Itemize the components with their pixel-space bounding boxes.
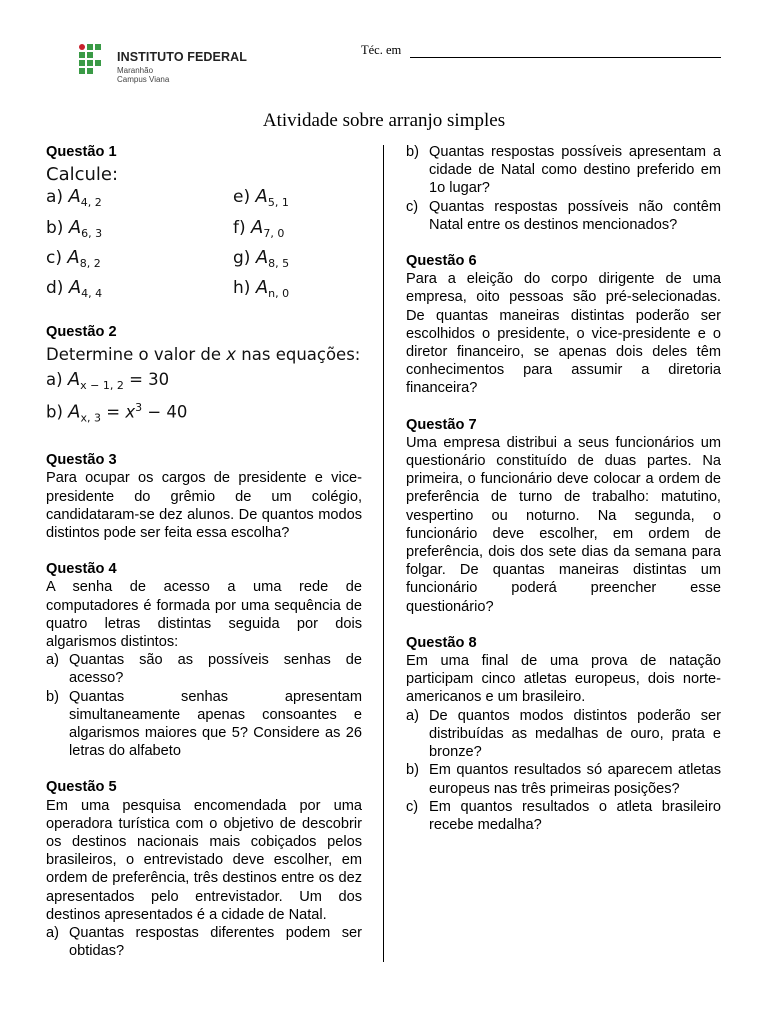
q1-item: c) $A_{8, 2}$ [46,246,101,270]
q1-item: f) $A_{7, 0}$ [233,216,285,240]
q6-heading: Questão 6 [406,253,477,270]
q1-heading: Questão 1 [46,144,117,160]
logo-mark-icon [78,43,110,75]
left-column [46,143,362,960]
q4-item-b: b) Quantas senhas apresentam simultaneamente apenas consoantes e algarismos maiores que 5? Considere as 26 letras do alfabeto [46,688,362,760]
right-column [406,143,721,834]
q7-heading: Questão 7 [406,416,477,433]
q3-heading: Questão 3 [46,452,117,469]
q4-item-a: a) Quantas são as possíveis senhas de acesso? [46,652,362,687]
q5-item-c: c) Quantas respostas possíveis não contêm Natal entre os destinos mencionados? [406,198,721,233]
q1-item: b) $A_{6, 3}$ [46,216,103,240]
q1-item: a) $A_{4, 2}$ [46,186,102,210]
q4-heading: Questão 4 [46,561,117,578]
q2-equation-a: a) $A_{x - 1, 2} = 30$ [46,368,170,392]
q8-heading: Questão 8 [406,634,477,651]
q8-item-b: b) Em quantos resultados só aparecem atletas europeus nas três primeiras posições? [406,762,721,797]
q5-item-b: b) Quantas respostas possíveis apresentam a cidade de Natal como destino preferido em 1o lugar? [406,144,721,197]
q3-text: Para ocupar os cargos de presidente e vice-presidente do grêmio de um colégio, candidataram-se dez alunos. De quantos modos distintos pode ser feita essa escolha? [46,470,362,541]
q1-item: e) $A_{5, 1}$ [233,186,289,210]
q2-prompt: Determine o valor de x nas equações: [46,345,361,365]
q2-equations [46,369,362,430]
q1-item: g) $A_{8, 5}$ [233,246,290,270]
institution-name: INSTITUTO FEDERAL [117,50,247,64]
q5-text: Em uma pesquisa encomendada por uma operadora turística com o objetivo de descobrir os destinos nacionais mais cobiçados pelos brasileiros, o entrevistado deve escolher, em ordem de preferência, três destinos entre os dez apresentados pelo entrevistador. Um dos destinos apresentados é a cidade de Natal. [46,797,362,923]
tec-fill-line [410,57,721,58]
q7-text: Uma empresa distribui a seus funcionários um questionário constituído de duas partes. Na primeira, o funcionário deve colocar a ordem de preferência de turno de trabalho: matutino, vespertino ou noturno. Na segunda, o funcionário deve escolher, em ordem de preferência, dois dos sete dias da semana para folgar. De quantas maneiras distintas um funcionário poderá preencher esse questionário? [406,434,721,615]
q8-text: Em uma final de uma prova de natação participam cinco atletas europeus, dois norte-americanos e um brasileiro. [406,653,721,706]
q4-text: A senha de acesso a uma rede de computadores é formada por uma sequência de quatro letras distintas seguida por dois algarismos distintos: [46,579,362,650]
q8-item-c: c) Em quantos resultados o atleta brasileiro recebe medalha? [406,798,721,833]
institution-logo [78,43,258,85]
q5-heading: Questão 5 [46,779,117,796]
q6-text: Para a eleição do corpo dirigente de uma empresa, oito pessoas são pré-selecionadas. De quantas maneiras distintas poderão ser escolhidos o presidente, o vice-presidente e o diretor financeiro, se apenas dois deles têm conhecimentos para assumir a diretoria financeira? [406,271,721,397]
q5-item-a: a) Quantas respostas diferentes podem ser obtidas? [46,925,362,960]
q1-items [46,188,362,303]
q2-heading: Questão 2 [46,324,117,341]
institution-state: Maranhão [117,66,154,75]
q1-item: h) $A_{n, 0}$ [233,277,290,301]
institution-campus: Campus Viana [117,75,170,84]
q8-item-a: a) De quantos modos distintos poderão ser distribuídas as medalhas de ouro, prata e bronze? [406,707,721,761]
q1-item: d) $A_{4, 4}$ [46,277,103,301]
tec-label: Téc. em [361,43,402,57]
q1-prompt: Calcule: [46,164,119,186]
page-title: Atividade sobre arranjo simples [262,110,506,131]
column-divider [383,145,384,962]
q2-equation-b: b) $A_{x, 3} = x^3 - 40$ [46,400,188,425]
